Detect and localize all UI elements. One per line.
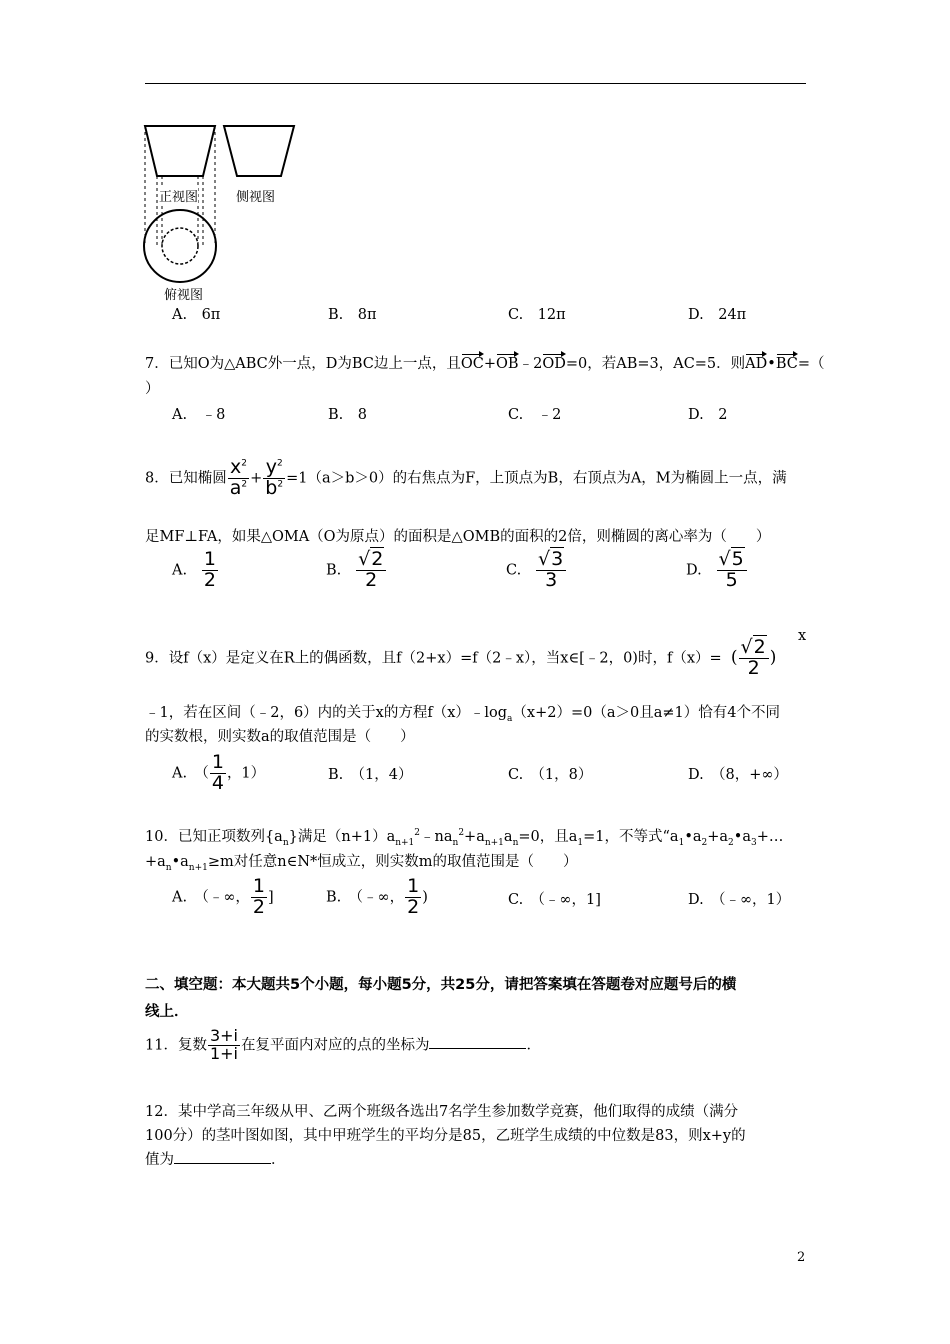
q7-option-b: B. 8 [328, 407, 367, 423]
q10-line2: $+a_n•a_{n+1}\ge m$对任意n∈N*恒成立，则实数m的取值范围是（ ） [145, 854, 578, 873]
question-7: 7．已知O为△ABC外一点，D为BC边上一点，且OC+OB﹣2OD=0，若AB=3，AC=5．则AD•BC=（ [145, 352, 825, 373]
front-view-shape [145, 126, 215, 176]
q6-option-b: B. 8π [328, 307, 377, 323]
q8-line2: 足MF⊥FA，如果△OMA（O为原点）的面积是△OMB的面积的2倍，则椭圆的离心率为（ ） [145, 529, 771, 545]
q7-option-a: A. ﹣8 [172, 407, 226, 423]
vector-ad: AD [745, 353, 767, 372]
section-2-heading-line2: 线上． [145, 1004, 189, 1020]
q9-option-c: C. （1，8） [508, 767, 593, 783]
q12-line3: 值为 ． [145, 1148, 286, 1169]
question-11: 11．复数 $\frac{3+i}{1+i}$ 在复平面内对应的点的坐标为 ． [145, 1026, 541, 1063]
question-9: 9．设f（x）是定义在R上的偶函数，且f（2+x）=f（2﹣x），当x∈[﹣2，0)时，f（x）= ( $\frac{√2}{2}$ ) [145, 636, 777, 679]
q9-line3: 的实数根，则实数a的取值范围是（ ） [145, 729, 415, 745]
top-view-inner-circle [162, 228, 198, 264]
q9-line2: ﹣1，若在区间（﹣2，6）内的关于x的方程$f(x)﹣\log_a(x+2)=0(a>0$且a≠1）恰有4个不同 [145, 705, 780, 724]
three-view-figure [140, 118, 310, 303]
top-view-label: 俯视图 [164, 288, 204, 303]
vector-bc: BC [776, 353, 798, 372]
q12-answer-blank [174, 1149, 271, 1164]
vector-od: OD [542, 353, 566, 372]
question-10: 10．已知正项数列$\{a_n\}$满足$(n+1)a_{n+1}^2﹣na_n^2+a_{n+1}a_n=0$，且$a_1=1$，不等式“$a_1•a_2+a_2•a_3+\dots$ [145, 828, 784, 848]
q10-option-b: B. （﹣∞， $\frac{1}{2}$ ) [326, 875, 428, 918]
vector-oc: OC [461, 353, 484, 372]
side-view-shape [224, 126, 294, 176]
fraction-y2-b2: $\frac{y^2}{b^2}$ [265, 456, 284, 499]
q9-option-b: B. （1，4） [328, 767, 413, 783]
section-2-heading: 二、填空题：本大题共5个小题，每小题5分，共25分，请把答案填在答题卷对应题号后的横 [145, 977, 737, 993]
q8-option-c: C. $\frac{√3}{3}$ [506, 550, 567, 591]
q8-option-d: D. $\frac{√5}{5}$ [686, 550, 748, 591]
page-number: 2 [797, 1250, 806, 1265]
q9-exponent: x [798, 628, 807, 644]
q10-option-a: A. （﹣∞， $\frac{1}{2}$ ] [172, 875, 274, 918]
q8-option-b: B. $\frac{√2}{2}$ [326, 550, 387, 591]
front-view-label: 正视图 [159, 186, 198, 205]
q10-option-d: D. （﹣∞，1） [688, 892, 791, 908]
q7-option-d: D. 2 [688, 407, 728, 423]
side-view-label: 侧视图 [236, 190, 276, 205]
question-8: 8．已知椭圆 $\frac{x^2}{a^2}$ + $\frac{y^2}{b^2}$ =1（a＞b＞0）的右焦点为F，上顶点为B，右顶点为A，M为椭圆上一点，满 [145, 456, 787, 499]
q11-answer-blank [429, 1034, 526, 1049]
fraction-x2-a2: $\frac{x^2}{a^2}$ [229, 456, 248, 499]
q7-option-c: C. ﹣2 [508, 407, 562, 423]
question-12: 12．某中学高三年级从甲、乙两个班级各选出7名学生参加数学竞赛，他们取得的成绩（满分 [145, 1104, 739, 1120]
q10-option-c: C. （﹣∞，1] [508, 892, 601, 908]
top-view-outer-circle [144, 210, 216, 282]
q9-option-d: D. （8，+∞） [688, 767, 788, 783]
q6-option-c: C. 12π [508, 307, 566, 323]
q12-line2: 100分）的茎叶图如图，其中甲班学生的平均分是85，乙班学生成绩的中位数是83，则x+y的 [145, 1128, 746, 1144]
q7-line2: ） [145, 381, 160, 397]
q6-option-a: A. 6π [172, 307, 221, 323]
header-rule [145, 83, 806, 84]
vector-ob: OB [496, 353, 519, 372]
q9-option-a: A. （ $\frac{1}{4}$ ，1） [172, 751, 266, 794]
q8-option-a: A. $\frac{1}{2}$ [172, 548, 217, 591]
q6-option-d: D. 24π [688, 307, 747, 323]
